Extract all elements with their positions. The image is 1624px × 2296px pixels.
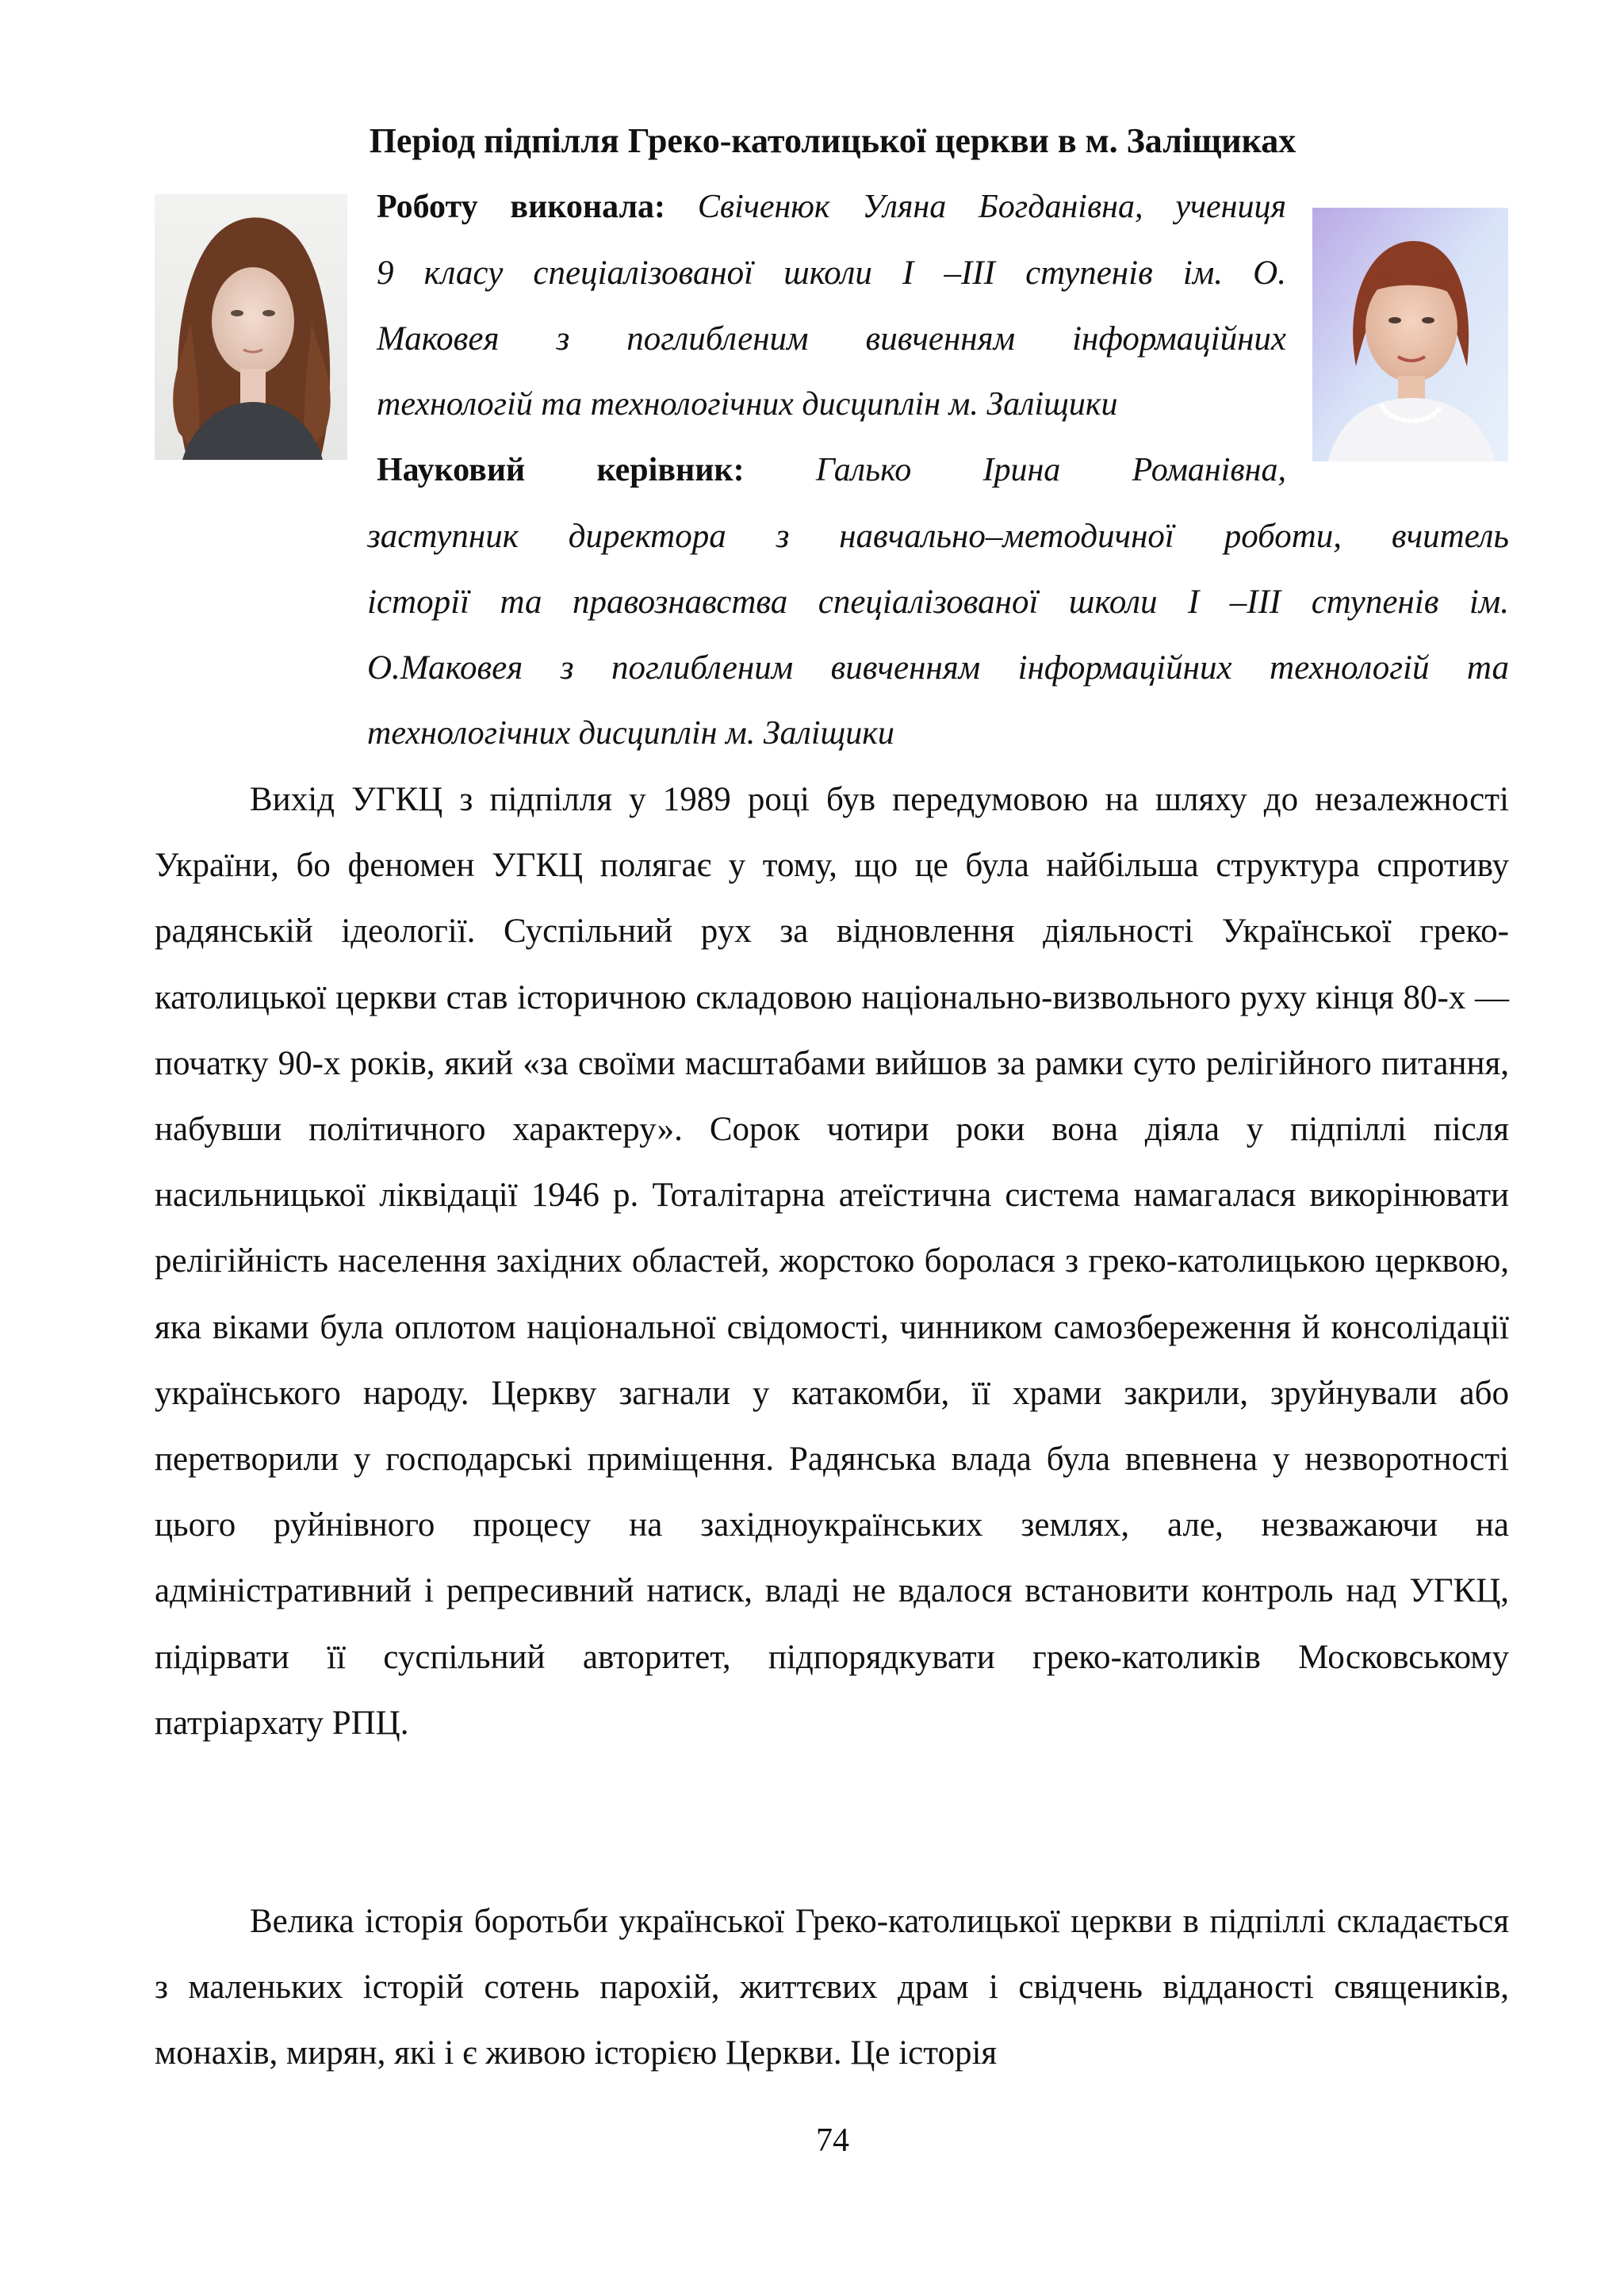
author-line-4: технологій та технологічних дисциплін м. Заліщики xyxy=(377,386,1118,423)
author-label: Роботу виконала: xyxy=(377,189,666,225)
advisor-label: Науковий керівник: xyxy=(377,452,745,488)
advisor-line-1 xyxy=(377,438,1286,503)
author-line-2: 9 класу спеціалізованої школи І –ІІІ ступенів ім. О. xyxy=(377,254,1286,292)
student-photo xyxy=(155,194,347,460)
advisor-photo xyxy=(1312,208,1508,461)
author-line-1 xyxy=(377,174,1286,240)
body-paragraph-2: Велика історія боротьби української Греко-католицької церкви в підпіллі складається з маленьких історій сотень парохій, життєвих драм і свідчень відданості священиків, монахів, мирян, які і є живою історією Церкви. Це історія xyxy=(155,1903,1509,2072)
advisor-line-3: історії та правознавства спеціалізованої школи І –ІІІ ступенів ім. xyxy=(367,584,1509,621)
author-name: Свіченюк Уляна Богданівна, учениця xyxy=(697,189,1287,225)
page-number: 74 xyxy=(816,2122,849,2159)
article-title: Період підпілля Греко-католицької церкви в м. Заліщиках xyxy=(369,121,1297,160)
advisor-line-5: технологічних дисциплін м. Заліщики xyxy=(367,715,894,752)
author-line-3: Маковея з поглибленим вивченням інформаційних xyxy=(377,320,1286,358)
body-paragraph-1: Вихід УГКЦ з підпілля у 1989 році був передумовою на шляху до незалежності України, бо феномен УГКЦ полягає у тому, що це була найбільша структура спротиву радянській ідеології. Суспільний рух за відновлення діяльності Української греко-католицької церкви став історичною складовою національно-визвольного руху кінця 80-х — початку 90-х років, який «за своїми масштабами вийшов за рамки суто релігійного питання, набувши політичного характеру». Сорок чотири роки вона діяла у підпіллі після насильницької ліквідації 1946 р. Тоталітарна атеїстична система намагалася викорінювати релігійність населення західних областей, жорстоко боролася з греко-католицькою церквою, яка віками була оплотом національної свідомості, чинником самозбереження й консолідації українського народу. Церкву загнали у катакомби, її храми закрили, зруйнували або перетворили у господарські приміщення. Радянська влада була впевнена у незворотності цього руйнівного процесу на західноукраїнських землях, але, незважаючи на адміністративний і репресивний натиск, владі не вдалося встановити контроль над УГКЦ, підірвати її суспільний авторитет, підпорядкувати греко-католиків Московському патріархату РПЦ. xyxy=(155,781,1509,1742)
advisor-line-2: заступник директора з навчально–методичної роботи, вчитель xyxy=(367,518,1509,555)
advisor-line-4: О.Маковея з поглибленим вивченням інформаційних технологій та xyxy=(367,649,1509,687)
advisor-name: Галько Ірина Романівна, xyxy=(815,452,1286,488)
